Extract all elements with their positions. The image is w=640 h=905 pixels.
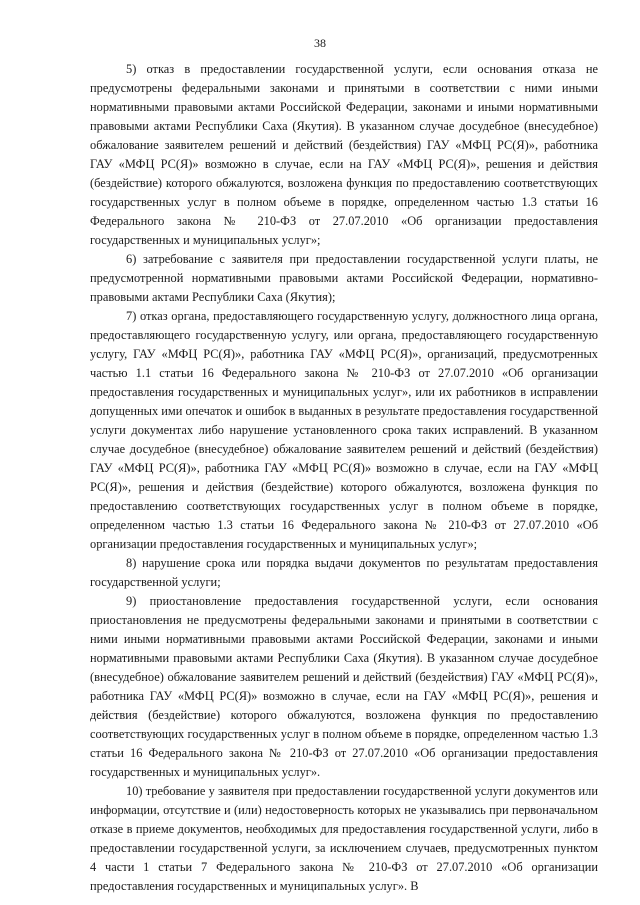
page-number: 38 — [314, 36, 326, 50]
paragraph-item-8: 8) нарушение срока или порядка выдачи документов по результатам предоставления государственной услуги; — [90, 556, 598, 589]
paragraph-item-6: 6) затребование с заявителя при предоставлении государственной услуги платы, не предусмотренной нормативными правовыми актами Российской Федерации, нормативно-правовыми актами Республики Саха (Якутия); — [90, 252, 598, 304]
paragraph-item-7: 7) отказ органа, предоставляющего государственную услугу, должностного лица органа, предоставляющего государственную услугу, или органа, предоставляющего государственную услугу, ГАУ «МФЦ РС(Я)», работника ГАУ «МФЦ РС(Я)», организаций, предусмотренных частью 1.1 статьи 16 Федерального закона № 210-ФЗ от 27.07.2010 «Об организации предоставления государственных и муниципальных услуг», или их работников в исправлении допущенных ими опечаток и ошибок в выданных в результате предоставления государственной услуги документах либо нарушение установленного срока таких исправлений. В указанном случае досудебное (внесудебное) обжалование заявителем решений и действий (бездействия) ГАУ «МФЦ РС(Я)», работника ГАУ «МФЦ РС(Я)» возможно в случае, если на ГАУ «МФЦ РС(Я)», решения и действия (бездействие) которого обжалуются, возложена функция по предоставлению соответствующих государственных услуг в полном объеме в порядке, определенном частью 1.3 статьи 16 Федерального закона № 210-ФЗ от 27.07.2010 «Об организации предоставления государственных и муниципальных услуг»; — [90, 309, 598, 551]
paragraph-item-5: 5) отказ в предоставлении государственной услуги, если основания отказа не предусмотрены федеральными законами и принятыми в соответствии с ними иными нормативными правовыми актами Российской Федерации, законами и иными нормативными правовыми актами Республики Саха (Якутия). В указанном случае досудебное (внесудебное) обжалование заявителем решений и действий (бездействия) ГАУ «МФЦ РС(Я)», работника ГАУ «МФЦ РС(Я)» возможно в случае, если на ГАУ «МФЦ РС(Я)», решения и действия (бездействие) которого обжалуются, возложена функция по предоставлению соответствующих государственных услуг в полном объеме в порядке, определенном частью 1.3 статьи 16 Федерального закона № 210-ФЗ от 27.07.2010 «Об организации предоставления государственных и муниципальных услуг»; — [90, 62, 598, 247]
paragraph-item-9: 9) приостановление предоставления государственной услуги, если основания приостановления не предусмотрены федеральными законами и принятыми в соответствии с ними иными нормативными правовыми актами Российской Федерации, законами и иными нормативными правовыми актами Республики Саха (Якутия). В указанном случае досудебное (внесудебное) обжалование заявителем решений и действий (бездействия) ГАУ «МФЦ РС(Я)», работника ГАУ «МФЦ РС(Я)» возможно в случае, если на ГАУ «МФЦ РС(Я)», решения и действия (бездействие) которого обжалуются, возложена функция по предоставлению соответствующих государственных услуг в полном объеме в порядке, определенном частью 1.3 статьи 16 Федерального закона № 210-ФЗ от 27.07.2010 «Об организации предоставления государственных и муниципальных услуг». — [90, 594, 598, 779]
document-body — [90, 60, 598, 896]
paragraph-item-10: 10) требование у заявителя при предоставлении государственной услуги документов или информации, отсутствие и (или) недостоверность которых не указывались при первоначальном отказе в приеме документов, необходимых для предоставления государственной услуги, либо в предоставлении государственной услуги, за исключением случаев, предусмотренных пунктом 4 части 1 статьи 7 Федерального закона № 210-ФЗ от 27.07.2010 «Об организации предоставления государственных и муниципальных услуг». В — [90, 784, 598, 893]
